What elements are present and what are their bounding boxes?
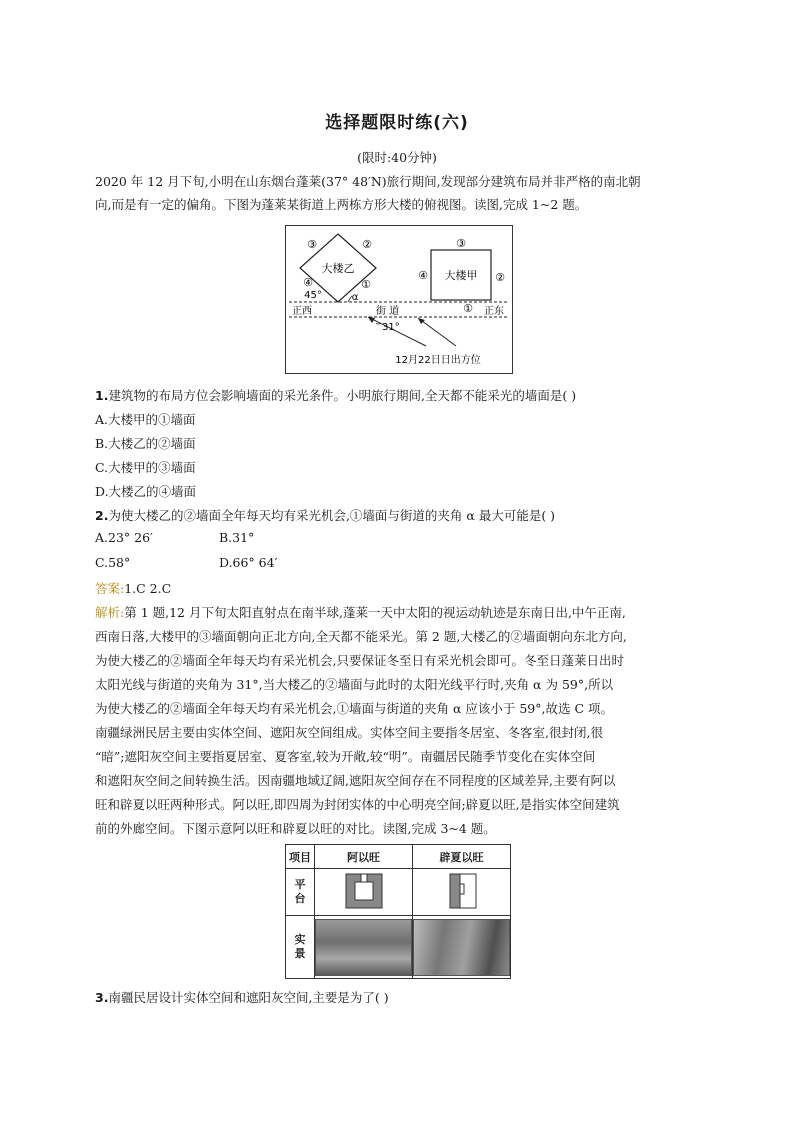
street-label: 街 道 [376, 306, 400, 317]
col-ayiwang: 阿以旺 [315, 845, 413, 869]
pixiayiwang-plan [413, 869, 511, 916]
page-title: 选择题限时练(六) [325, 113, 469, 133]
intro2-line-1: 南疆绿洲民居主要由实体空间、遮阳灰空间组成。实体空间主要指冬居室、冬客室,很封闭,很 [95, 725, 603, 740]
q2-option-d[interactable]: D.66° 64′ [219, 555, 278, 570]
time-limit: (限时:40分钟) [357, 150, 437, 165]
ayiwang-photo [315, 916, 413, 979]
q2-text: 为使大楼乙的②墙面全年每天均有采光机会,①墙面与街道的夹角 α 最大可能是( ) [108, 508, 556, 523]
wall-1-b: ① [361, 278, 371, 291]
q1-option-a[interactable]: A.大楼甲的①墙面 [95, 412, 196, 427]
intro2-line-5: 前的外廊空间。下图示意阿以旺和辟夏以旺的对比。读图,完成 3~4 题。 [95, 821, 496, 836]
explanation-line-4: 太阳光线与街道的夹角为 31°,当大楼乙的②墙面与此时的太阳光线平行时,夹角 α 为 59°,所以 [95, 677, 614, 692]
q2-option-a[interactable]: A.23° 26′ [95, 530, 153, 545]
figure-building-layout [285, 225, 513, 374]
explanation-label: 解析: [95, 605, 125, 620]
explanation-line-3: 为使大楼乙的②墙面全年每天均有采光机会,只要保证冬至日有采光机会即可。冬至日蓬莱日出时 [95, 653, 624, 668]
col-pixiayiwang: 辟夏以旺 [413, 845, 511, 869]
pixiayiwang-plan-icon [442, 872, 482, 910]
q2-option-b[interactable]: B.31° [219, 530, 255, 545]
angle-31-label: 31° [382, 322, 400, 333]
intro2-line-4: 旺和辟夏以旺两种形式。阿以旺,即四周为封闭实体的中心明亮空间;辟夏以旺,是指实体空间建筑 [95, 797, 620, 812]
q1-stem [95, 386, 576, 404]
wall-3-a: ③ [456, 237, 466, 250]
col-item: 项目 [286, 845, 315, 869]
row-photo: 实景 [286, 916, 315, 979]
row-plan: 平台 [286, 869, 315, 916]
ayiwang-plan-icon [344, 872, 384, 910]
intro2-line-3: 和遮阳灰空间之间转换生活。因南疆地域辽阔,遮阳灰空间存在不同程度的区域差异,主要有阿以 [95, 773, 616, 788]
q3-stem [95, 988, 389, 1006]
ayiwang-photo-image [315, 919, 412, 976]
answer-text: 1.C 2.C [124, 581, 172, 596]
east-label: 正东 [484, 306, 504, 317]
q2-number: 2. [95, 508, 109, 523]
building-b-label: 大楼乙 [321, 262, 355, 275]
ayiwang-plan [315, 869, 413, 916]
explanation-line-5: 为使大楼乙的②墙面全年每天均有采光机会,①墙面与街道的夹角 α 应该小于 59°,故选 C 项。 [95, 701, 613, 716]
answer-line [95, 579, 171, 597]
explanation-line-2: 西南日落,大楼甲的③墙面朝向正北方向,全天都不能采光。第 2 题,大楼乙的②墙面朝向东北方向, [95, 629, 627, 644]
intro1-line-2: 向,而是有一定的偏角。下图为蓬莱某街道上两栋方形大楼的俯视图。读图,完成 1~2 题。 [95, 197, 588, 212]
q1-number: 1. [95, 388, 109, 403]
alpha-label: α [351, 292, 359, 303]
q1-option-d[interactable]: D.大楼乙的④墙面 [95, 484, 197, 499]
pixiayiwang-photo-image [413, 919, 510, 976]
q1-text: 建筑物的布局方位会影响墙面的采光条件。小明旅行期间,全天都不能采光的墙面是( ) [108, 388, 577, 403]
q1-option-b[interactable]: B.大楼乙的②墙面 [95, 436, 196, 451]
wall-4-a: ④ [418, 269, 428, 282]
wall-3-b: ③ [307, 238, 317, 251]
intro1-line-1: 2020 年 12 月下旬,小明在山东烟台蓬莱(37° 48′N)旅行期间,发现部分建筑布局并非严格的南北朝 [95, 174, 641, 189]
building-a-label: 大楼甲 [444, 269, 478, 282]
wall-2-b: ② [362, 238, 372, 251]
pixiayiwang-photo [413, 916, 511, 979]
sunrise-label: 12月22日日出方位 [395, 355, 481, 366]
angle-45-label: 45° [304, 290, 322, 301]
explanation-line-1: 解析:第 1 题,12 月下旬太阳直射点在南半球,蓬莱一天中太阳的视运动轨迹是东南日出,中午正南, [95, 605, 626, 620]
q2-option-c[interactable]: C.58° [95, 555, 131, 570]
intro2-line-2: “暗”;遮阳灰空间主要指夏居室、夏客室,较为开敞,较“明”。南疆居民随季节变化在实体空间 [95, 749, 596, 764]
q1-option-c[interactable]: C.大楼甲的③墙面 [95, 460, 196, 475]
wall-1-a: ① [463, 302, 473, 315]
answer-label: 答案: [95, 581, 125, 596]
west-label: 正西 [292, 306, 312, 317]
wall-4-b: ④ [303, 276, 313, 289]
q3-text: 南疆民居设计实体空间和遮阳灰空间,主要是为了( ) [108, 990, 389, 1005]
q2-stem [95, 506, 555, 524]
q3-number: 3. [95, 990, 109, 1005]
wall-2-a: ② [495, 271, 505, 284]
figure-comparison-table [285, 844, 511, 979]
